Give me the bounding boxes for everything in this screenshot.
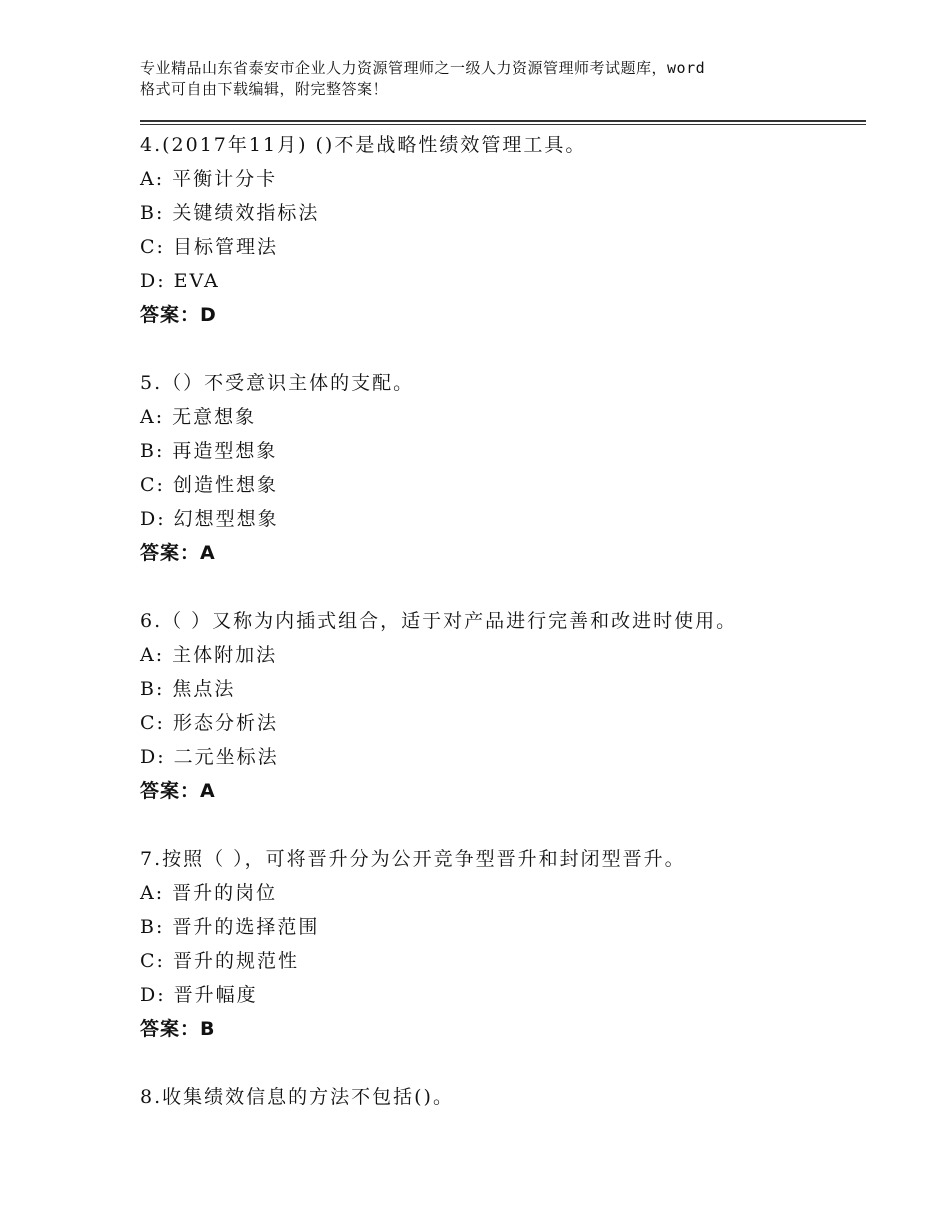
header-divider-thin — [140, 124, 866, 125]
option-c: C: 晋升的规范性 — [140, 950, 299, 972]
question-stem: 5.（）不受意识主体的支配。 — [140, 372, 415, 394]
question-spacer — [140, 1046, 860, 1080]
question-stem: 8.收集绩效信息的方法不包括()。 — [140, 1086, 454, 1108]
question-stem: 6.（ ）又称为内插式组合，适于对产品进行完善和改进时使用。 — [140, 610, 738, 632]
option-c: C: 创造性想象 — [140, 474, 278, 496]
option-a: A: 晋升的岗位 — [140, 882, 278, 904]
answer: 答案：D — [140, 304, 217, 326]
answer: 答案：A — [140, 542, 216, 564]
question-5 — [140, 366, 860, 570]
answer: 答案：B — [140, 1018, 216, 1040]
option-b: B: 焦点法 — [140, 678, 236, 700]
option-d: D: 晋升幅度 — [140, 984, 258, 1006]
question-spacer — [140, 808, 860, 842]
question-stem: 7.按照（ ），可将晋升分为公开竞争型晋升和封闭型晋升。 — [140, 848, 686, 870]
option-d: D: 幻想型想象 — [140, 508, 279, 530]
option-c: C: 形态分析法 — [140, 712, 278, 734]
option-d: D: 二元坐标法 — [140, 746, 279, 768]
header-divider-thick — [140, 120, 866, 122]
question-6 — [140, 604, 860, 808]
option-d: D: EVA — [140, 270, 220, 292]
option-b: B: 关键绩效指标法 — [140, 202, 320, 224]
option-a: A: 主体附加法 — [140, 644, 278, 666]
question-stem: 4.(2017年11月) ()不是战略性绩效管理工具。 — [140, 134, 587, 156]
question-7 — [140, 842, 860, 1046]
header-line-2: 格式可自由下载编辑，附完整答案！ — [140, 80, 389, 98]
option-a: A: 平衡计分卡 — [140, 168, 278, 190]
question-4 — [140, 128, 860, 332]
header-line-1: 专业精品山东省泰安市企业人力资源管理师之一级人力资源管理师考试题库，word — [140, 59, 706, 77]
option-c: C: 目标管理法 — [140, 236, 278, 258]
document-header — [140, 58, 840, 100]
question-8 — [140, 1080, 860, 1114]
question-spacer — [140, 332, 860, 366]
option-a: A: 无意想象 — [140, 406, 257, 428]
question-list — [140, 128, 860, 1114]
option-b: B: 再造型想象 — [140, 440, 278, 462]
option-b: B: 晋升的选择范围 — [140, 916, 320, 938]
answer: 答案：A — [140, 780, 216, 802]
question-spacer — [140, 570, 860, 604]
